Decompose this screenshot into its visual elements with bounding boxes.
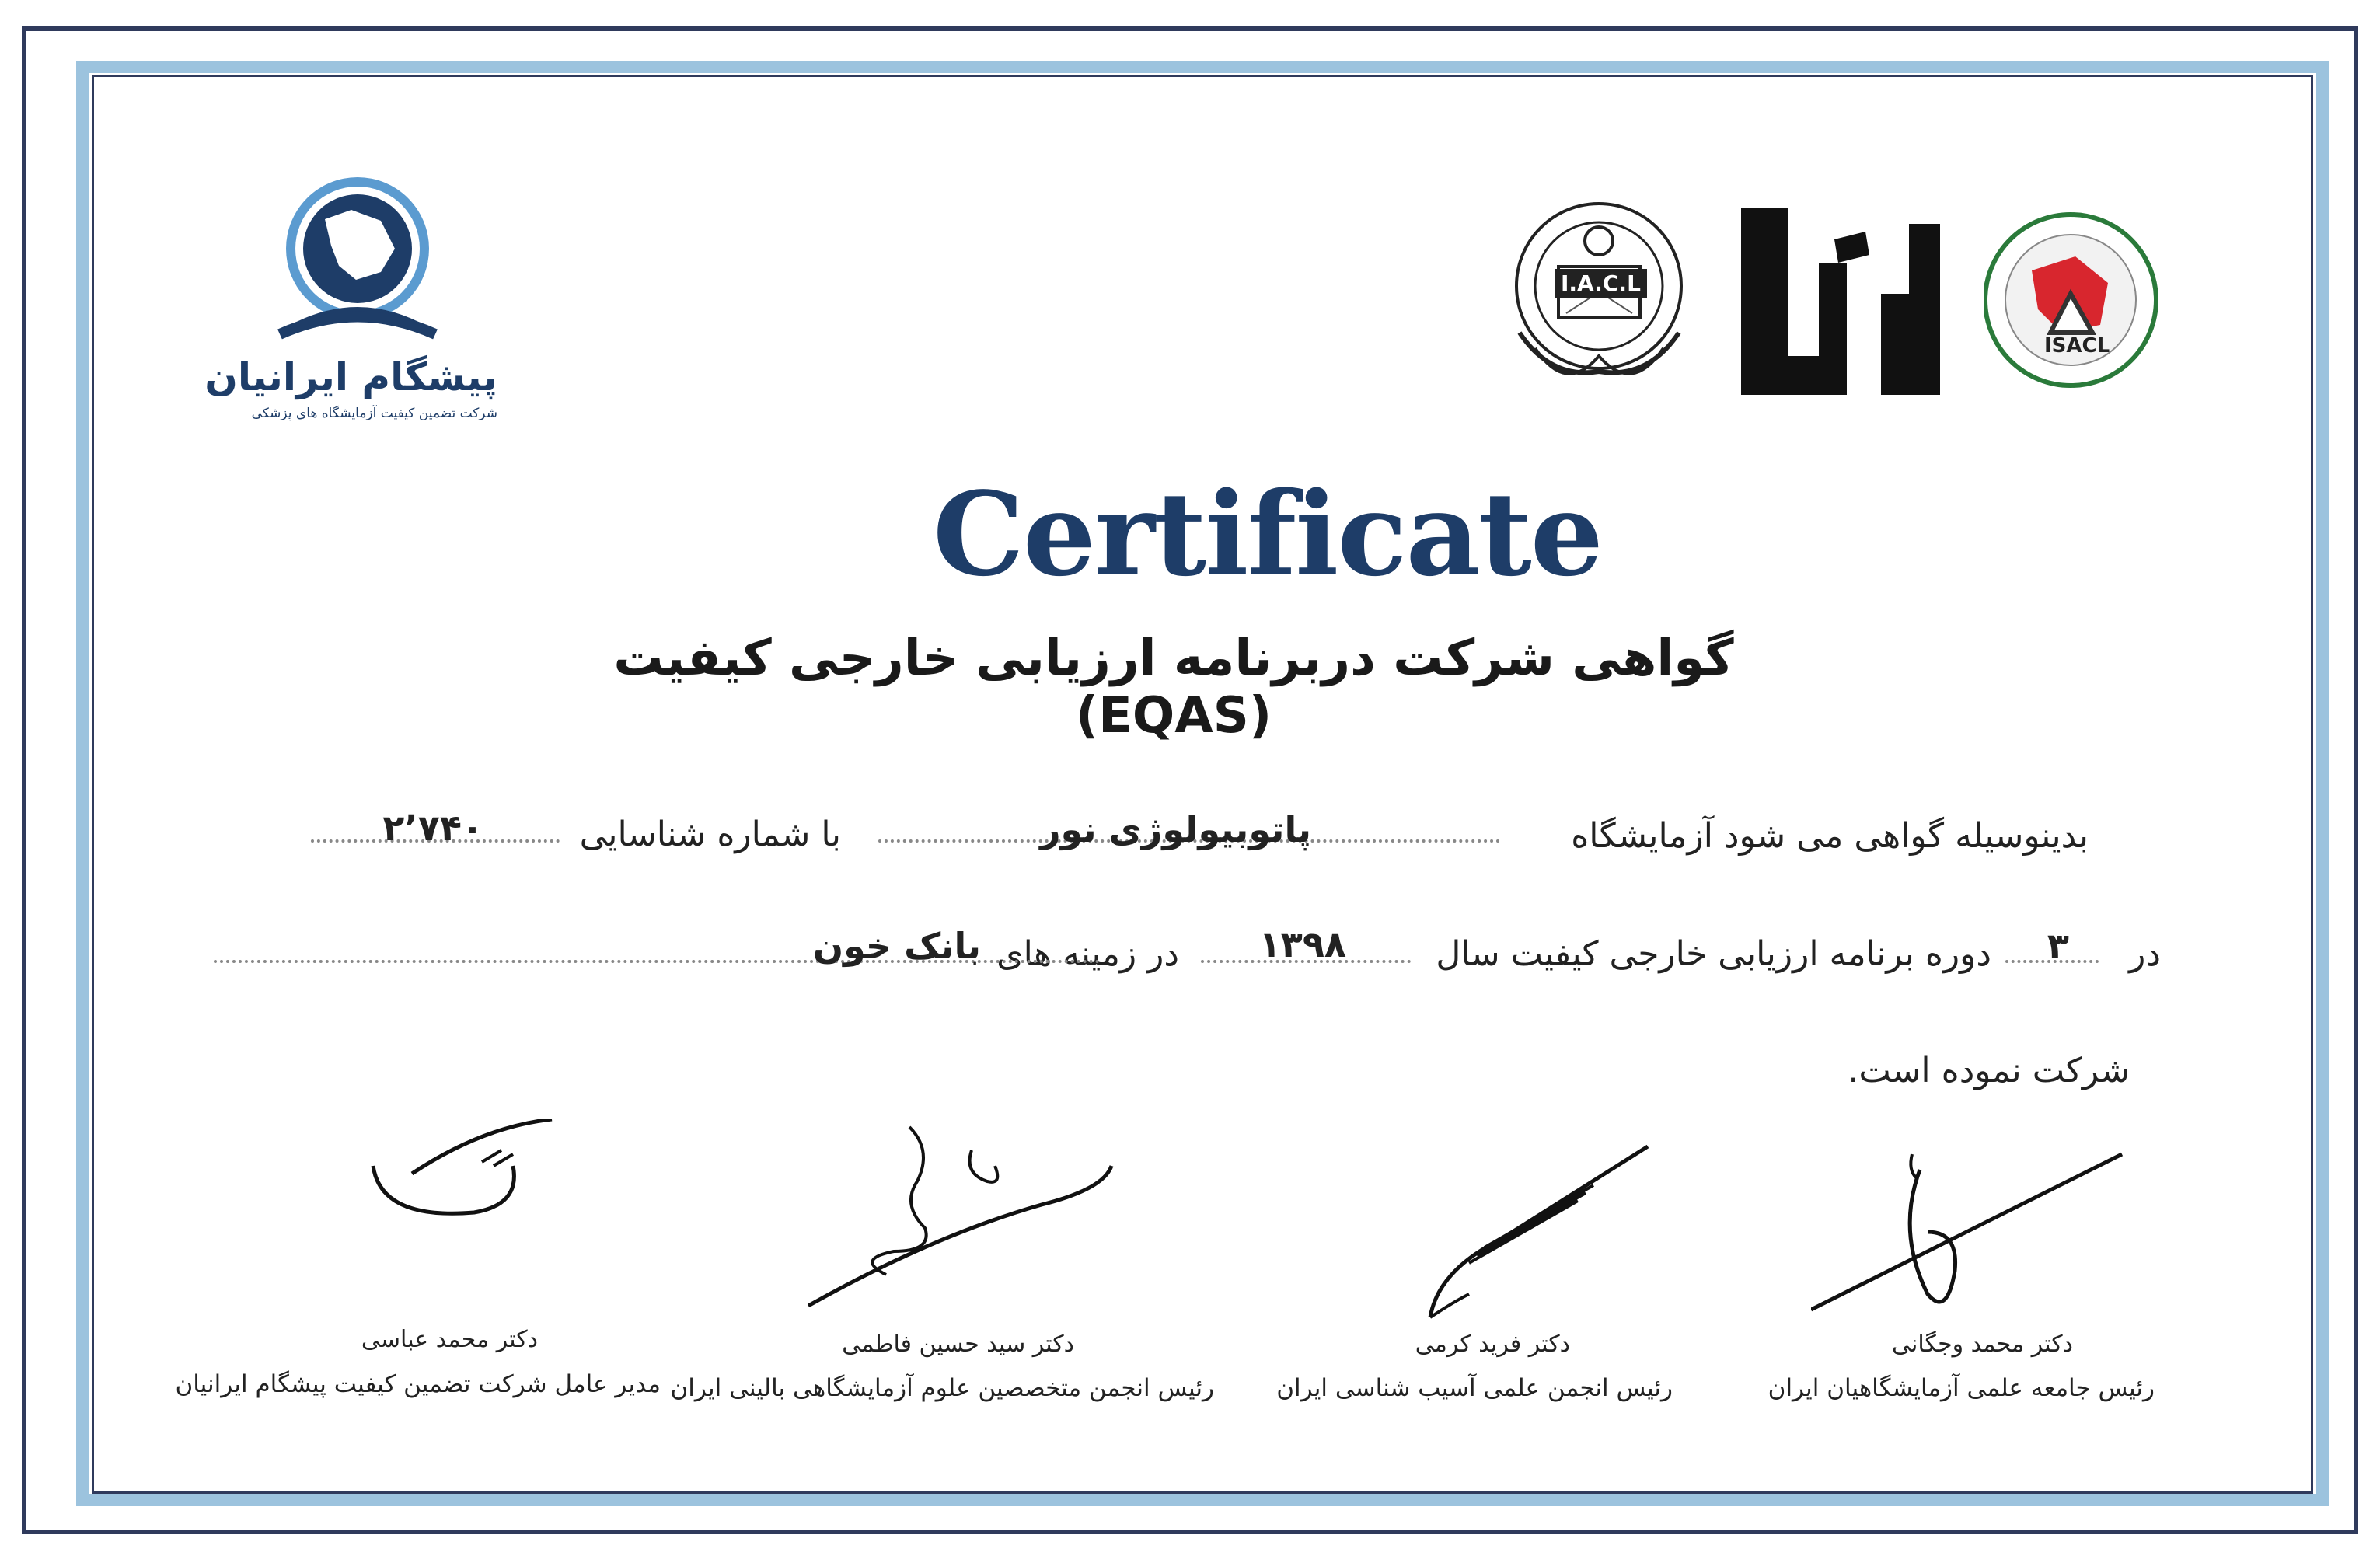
signature-4 <box>365 1119 575 1236</box>
line2-field-label: در زمینه های <box>996 934 1179 974</box>
year: ۱۳۹۸ <box>1258 923 1346 965</box>
isacl-emblem-icon <box>1984 208 2162 395</box>
pishgam-logo-name: پیشگام ایرانیان <box>204 354 497 399</box>
line1-mid: با شماره شناسایی <box>579 815 841 854</box>
line3: شرکت نموده است. <box>1848 1051 2130 1090</box>
id-number: ۲٬۷۴۰ <box>382 807 483 849</box>
signatory-4-role: مدیر عامل شرکت تضمین کیفیت پیشگام ایرانیان <box>175 1370 661 1398</box>
signature-3 <box>808 1119 1119 1321</box>
signature-mark-icon <box>1422 1139 1656 1325</box>
iacl-emblem-icon <box>1504 193 1698 410</box>
signatory-3-role: رئیس انجمن متخصصین علوم آزمایشگاهی بالینی ایران <box>670 1374 1214 1402</box>
certificate-subtitle: گواهی شرکت دربرنامه ارزیابی خارجی کیفیت (EQAS) <box>613 630 1734 745</box>
ipa-mark-icon <box>1741 208 1959 403</box>
pishgam-logo-tagline: شرکت تضمین کیفیت آزمایشگاه های پزشکی <box>251 406 497 421</box>
signatory-2-name: دکتر فرید کرمی <box>1415 1331 1570 1358</box>
ipa-logo <box>1741 208 1959 403</box>
isacl-acronym: ISACL <box>2044 334 2110 358</box>
signatory-3-name: دکتر سید حسین فاطمی <box>842 1331 1074 1358</box>
signatory-1-name: دکتر محمد وجگانی <box>1892 1331 2073 1358</box>
line2-prefix: در <box>2129 934 2161 974</box>
signatory-1-role: رئیس جامعه علمی آزمایشگاهیان ایران <box>1768 1374 2155 1402</box>
signature-2 <box>1422 1139 1656 1325</box>
field: بانک خون <box>812 925 981 967</box>
pishgam-emblem-icon <box>264 171 513 358</box>
signature-mark-icon <box>808 1119 1119 1321</box>
line1-prefix: بدینوسیله گواهی می شود آزمایشگاه <box>1571 816 2089 856</box>
lab-name: پاتوبیولوژی نور <box>1040 808 1311 850</box>
line2-mid: دوره برنامه ارزیابی خارجی کیفیت سال <box>1436 934 1991 974</box>
isacl-logo <box>1984 208 2162 395</box>
pishgam-logo <box>204 171 513 435</box>
signatory-4-name: دکتر محمد عباسی <box>361 1326 538 1353</box>
iacl-logo <box>1504 193 1698 410</box>
round-number: ۳ <box>2047 925 2069 967</box>
signature-mark-icon <box>365 1119 575 1236</box>
certificate-title: Certificate <box>933 466 1602 602</box>
signature-1 <box>1811 1139 2137 1325</box>
iacl-acronym: I.A.C.L <box>1555 269 1647 298</box>
signature-mark-icon <box>1811 1139 2137 1325</box>
signatory-2-role: رئیس انجمن علمی آسیب شناسی ایران <box>1276 1374 1673 1402</box>
